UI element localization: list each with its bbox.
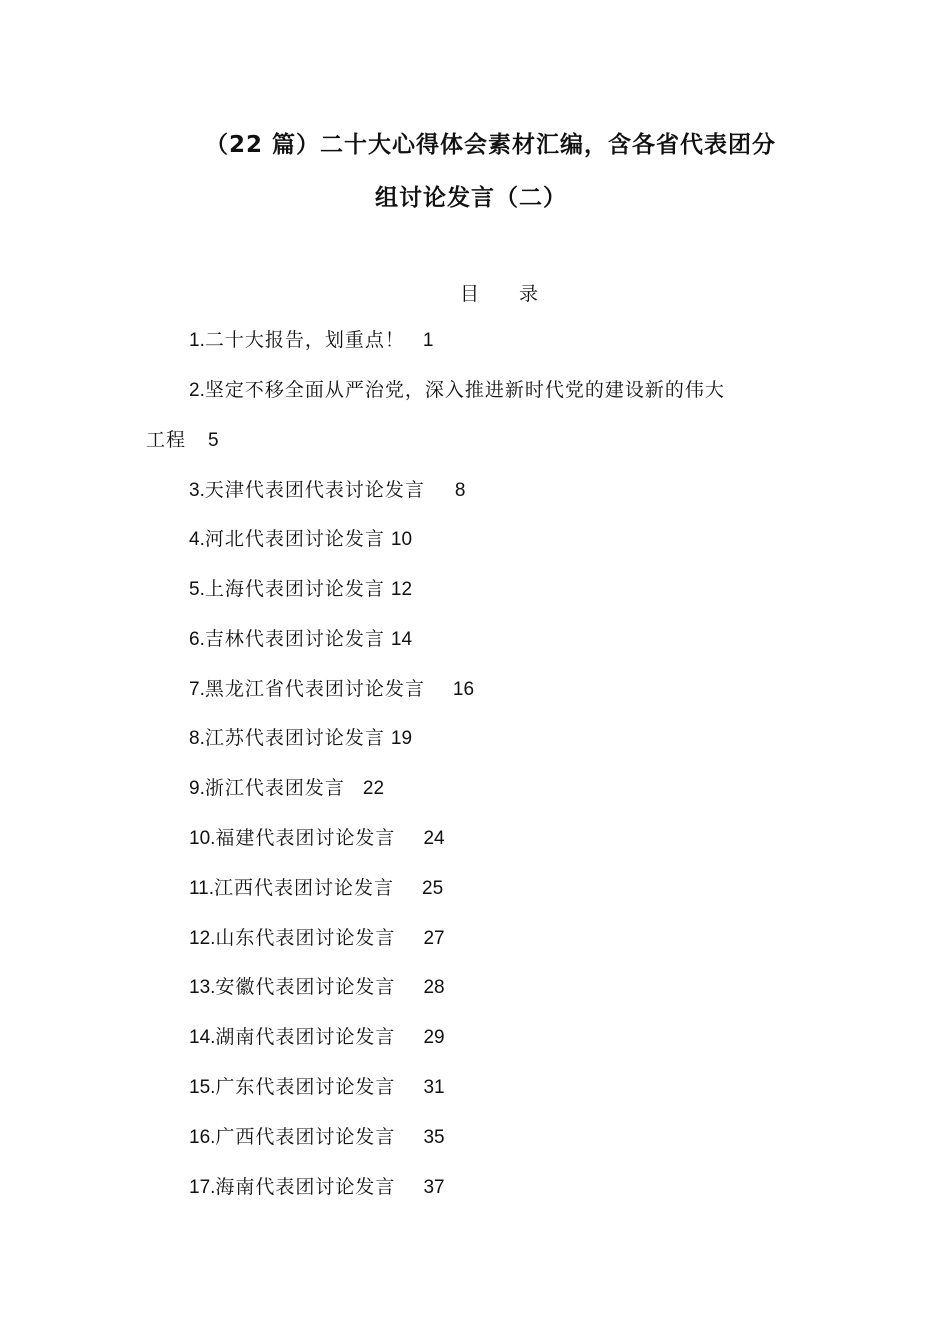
toc-item-text: 江西代表团讨论发言: [214, 877, 395, 899]
toc-item-page: 35: [423, 1127, 445, 1148]
toc-item-14[interactable]: [189, 1025, 445, 1050]
toc-heading-char-1: 目: [460, 283, 480, 305]
document-title-line-1: （22 篇）二十大心得体会素材汇编，含各省代表团分: [205, 132, 777, 158]
toc-item-page: 25: [422, 878, 444, 899]
toc-item-2-continuation[interactable]: [146, 428, 219, 453]
toc-item-3[interactable]: [189, 478, 465, 503]
toc-item-number: 10.: [189, 828, 216, 849]
toc-item-text: 广西代表团讨论发言: [215, 1126, 396, 1148]
toc-item-text: 浙江代表团发言: [204, 777, 345, 799]
toc-item-number: 15.: [189, 1077, 216, 1098]
toc-item-11[interactable]: [189, 876, 443, 901]
toc-item-text: 湖南代表团讨论发言: [215, 1026, 396, 1048]
toc-item-number: 17.: [189, 1177, 216, 1198]
toc-item-number: 7.: [189, 679, 205, 700]
toc-item-number: 6.: [189, 629, 205, 650]
toc-item-number: 13.: [189, 977, 216, 998]
toc-item-text: 山东代表团讨论发言: [215, 927, 396, 949]
toc-item-12[interactable]: [189, 926, 445, 951]
toc-item-number: 2.: [189, 380, 205, 401]
toc-item-number: 8.: [189, 728, 205, 749]
toc-item-page: 22: [362, 778, 385, 799]
toc-item-text: 安徽代表团讨论发言: [215, 976, 396, 998]
toc-item-number: 1.: [189, 330, 205, 351]
toc-item-page: 12: [390, 579, 413, 600]
toc-item-text: 吉林代表团讨论发言: [204, 628, 385, 650]
toc-item-15[interactable]: [189, 1075, 445, 1100]
document-title-line-2: 组讨论发言（二）: [375, 185, 567, 211]
toc-item-7[interactable]: [189, 677, 474, 702]
toc-item-page: 5: [208, 430, 219, 451]
toc-item-page: 14: [390, 629, 413, 650]
toc-item-page: 37: [423, 1177, 445, 1198]
toc-item-text: 海南代表团讨论发言: [215, 1176, 396, 1198]
toc-item-text: 坚定不移全面从严治党，深入推进新时代党的建设新的伟大: [204, 379, 725, 401]
toc-item-13[interactable]: [189, 975, 445, 1000]
toc-item-page: 1: [422, 330, 434, 351]
toc-item-number: 12.: [189, 928, 216, 949]
toc-item-page: 8: [454, 480, 466, 501]
toc-item-page: 24: [423, 828, 445, 849]
toc-item-4[interactable]: [189, 527, 412, 552]
toc-item-text: 黑龙江省代表团讨论发言: [204, 678, 425, 700]
toc-item-number: 9.: [189, 778, 205, 799]
toc-item-number: 4.: [189, 529, 205, 550]
toc-item-text: 上海代表团讨论发言: [204, 578, 385, 600]
toc-item-page: 29: [423, 1027, 445, 1048]
toc-item-page: 10: [390, 529, 413, 550]
toc-item-16[interactable]: [189, 1125, 445, 1150]
toc-item-page: 28: [423, 977, 445, 998]
toc-item-number: 3.: [189, 480, 205, 501]
toc-item-page: 27: [423, 928, 445, 949]
toc-item-text: 河北代表团讨论发言: [204, 528, 385, 550]
toc-item-number: 14.: [189, 1027, 216, 1048]
toc-item-text: 二十大报告，划重点！: [204, 329, 405, 351]
toc-item-number: 16.: [189, 1127, 216, 1148]
toc-item-17[interactable]: [189, 1175, 445, 1200]
toc-item-8[interactable]: [189, 726, 412, 751]
toc-item-text: 广东代表团讨论发言: [215, 1076, 396, 1098]
toc-item-number: 5.: [189, 579, 205, 600]
toc-item-text: 江苏代表团讨论发言: [204, 727, 385, 749]
toc-item-number: 11.: [189, 878, 215, 899]
toc-item-text: 天津代表团代表讨论发言: [204, 479, 425, 501]
toc-item-6[interactable]: [189, 627, 412, 652]
toc-item-9[interactable]: [189, 776, 384, 801]
toc-item-text: 福建代表团讨论发言: [215, 827, 396, 849]
toc-item-2[interactable]: [189, 378, 725, 403]
toc-item-page: 16: [452, 679, 475, 700]
toc-item-text-continuation: 工程: [146, 429, 187, 451]
toc-item-1[interactable]: [189, 328, 433, 353]
toc-item-10[interactable]: [189, 826, 445, 851]
toc-item-5[interactable]: [189, 577, 412, 602]
toc-heading-char-2: 录: [519, 283, 539, 305]
toc-item-page: 19: [390, 728, 413, 749]
toc-heading: [460, 279, 538, 306]
toc-item-page: 31: [423, 1077, 445, 1098]
